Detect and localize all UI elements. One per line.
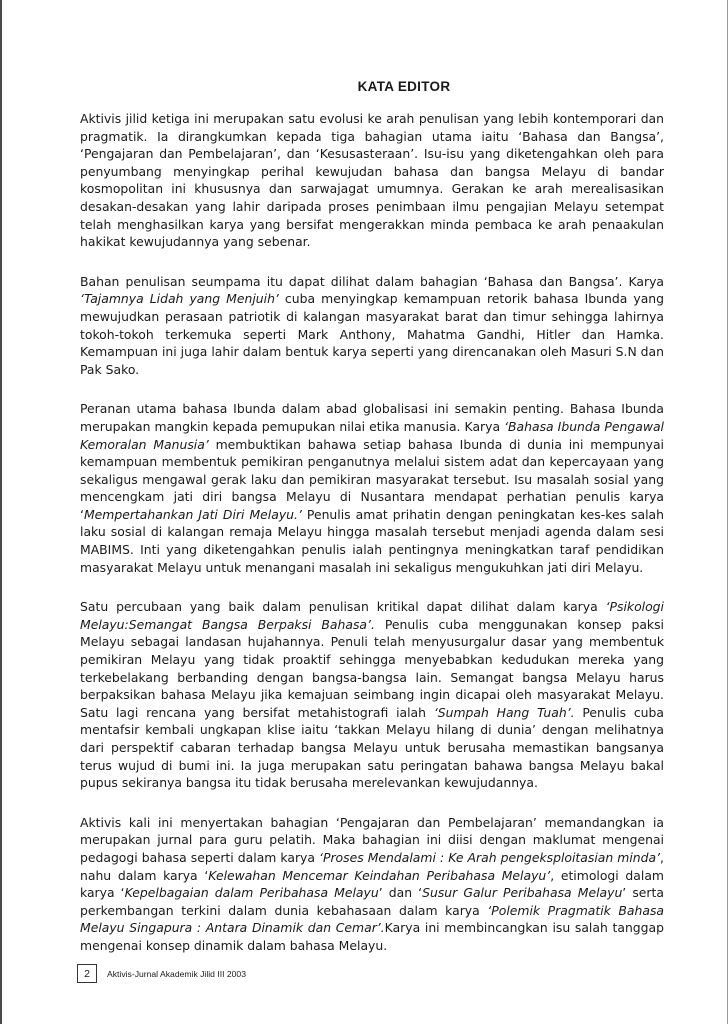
italic-title-run: Mempertahankan Jati Diri Melayu.’ [83, 506, 302, 522]
text-run: ’ dan ‘ [378, 885, 423, 901]
italic-title-run: ‘Psikologi Melayu:Semangat Bangsa Berpaksi Bahasa’. [80, 599, 664, 632]
text-run: , nahu dalam karya ‘ [80, 849, 664, 883]
text-run: Penulis amat prihatin dengan peningkatan kes-kes salah laku sosial di kalangan remaja Melayu hingga masalah tersebut menjadi agenda dalam sesi MABIMS. Inti yang diketengahkan penulis ialah pentingnya meningkatkan taraf pendidikan masyarakat Melayu untuk menangani masalah ini sekaligus mengukuhkan jati diri Melayu. [80, 506, 664, 575]
text-run: Peranan utama bahasa Ibunda dalam abad globalisasi ini semakin penting. Bahasa Ibunda merupakan mangkin kepada pemupukan nilai etika manusia. Karya [80, 401, 664, 434]
page-number: 2 [77, 964, 97, 983]
page-footer [77, 963, 246, 984]
text-run: membuktikan bahawa setiap bahasa Ibunda di dunia ini mempunyai kemampuan membentuk pemikiran penganutnya melalui sistem adat dan kepercayaan yang sekaligus mengawal gerak laku dan pemikiran masyarakat tersebut. Isu masalah sosial yang mencengkam jati diri bangsa Melayu di Nusantara mendapat perhatian penulis karya ‘ [80, 436, 664, 522]
paragraph [80, 814, 664, 955]
page-edge-left [0, 0, 2, 1024]
text-run: Satu percubaan yang baik dalam penulisan kritikal dapat dilihat dalam karya [80, 599, 606, 615]
page-title: KATA EDITOR [357, 79, 451, 94]
text-run: Penulis cuba mentafsir kembali ungkapan klise iaitu ‘takkan Melayu hilang di dunia’ dengan melihatnya dari perspektif cabaran terhadap bangsa Melayu untuk berusaha memastikan bangsanya terus wujud di bumi ini. Ia juga merupakan satu peringatan bahawa bangsa Melayu bakal pupus sekiranya bangsa itu tidak berusaha merelevankan kewujudannya. [80, 704, 664, 791]
text-run: Aktivis jilid ketiga ini merupakan satu evolusi ke arah penulisan yang lebih kontemporari dan pragmatik. Ia dirangkumkan kepada tiga bahagian utama iaitu ‘Bahasa dan Bangsa’, ‘Pengajaran dan Pembelajaran’, dan ‘Kesusasteraan’. Isu-isu yang diketengahkan oleh para penyumbang menyingkap perihal kewujudan bahasa dan bangsa Melayu di bandar kosmopolitan ini khususnya dan sarwajagat umumnya. Gerakan ke arah merealisasikan desakan-desakan yang lahir daripada proses penimbaan ilmu pengajian Melayu setempat telah menghasilkan karya yang bersifat mengerakkan minda pembaca ke arah penaakulan hakikat kewujudannya yang sebenar. [80, 111, 664, 250]
italic-title-run: Kepelbagaian dalam Peribahasa Melayu [124, 885, 379, 901]
text-run: Aktivis kali ini menyertakan bahagian ‘Pengajaran dan Pembelajaran’ memandangkan ia merupakan jurnal para guru pelatih. Maka bahagian ini diisi dengan maklumat mengenai pedagogi bahasa seperti dalam karya [80, 814, 664, 865]
paragraph [80, 400, 664, 576]
italic-title-run: ‘Proses Mendalami : Ke Arah pengeksploitasian minda’ [319, 849, 661, 865]
italic-title-run: Peribahasa Melayu’ [426, 867, 551, 883]
italic-title-run: ‘Bahasa Ibunda Pengawal Kemoralan Manusia’ [80, 418, 664, 452]
text-run: Karya ini membincangkan isu salah tanggap mengenai konsep dinamik dalam bahasa Melayu. [80, 920, 664, 953]
article-body [80, 110, 664, 955]
italic-title-run: ‘Tajamnya Lidah yang Menjuih’ [80, 291, 279, 307]
italic-title-run: ‘Polemik Pragmatik Bahasa Melayu Singapura : Antara Dinamik dan Cemar’. [80, 902, 665, 936]
journal-name: Aktivis-Jurnal Akademik Jilid III 2003 [107, 968, 246, 979]
paragraph [80, 598, 664, 792]
text-run: ’ serta perkembangan terkini dalam dunia kebahasaan dalam karya [80, 885, 664, 918]
italic-title-run: Kelewahan Mencemar Keindahan [208, 867, 420, 883]
paragraph [80, 273, 664, 379]
text-run: cuba menyingkap kemampuan retorik bahasa Ibunda yang mewujudkan perasaan patriotik di kalangan masyarakat barat dan timur sehingga lahirnya tokoh-tokoh terkemuka seperti Mark Anthony, Mahatma Gandhi, Hitler dan Hamka. Kemampuan ini juga lahir dalam bentuk karya seperti yang direncanakan oleh Masuri S.N dan Pak Sako. [80, 291, 665, 377]
text-run: , etimologi dalam karya ‘ [80, 867, 664, 901]
italic-title-run: Susur Galur Peribahasa Melayu [422, 885, 623, 901]
text-run: Penulis cuba menggunakan konsep paksi Melayu sebagai landasan hujahannya. Penuli telah menyusurgalur dasar yang membentuk pemikiran Melayu yang tidak proaktif sehingga menyebabkan kedudukan mereka yang terkebelakang berbanding dengan bangsa-bangsa lain. Semangat bangsa Melayu harus berpaksikan bahasa Melayu jika kemajuan seimbang ingin dicapai oleh masyarakat Melayu. Satu lagi rencana yang bersifat metahistografi ialah [80, 616, 665, 720]
paragraph [80, 110, 664, 251]
text-run: Bahan penulisan seumpama itu dapat dilihat dalam bahagian ‘Bahasa dan Bangsa’. Karya [80, 273, 664, 289]
italic-title-run: ‘Sumpah Hang Tuah’. [433, 704, 575, 720]
